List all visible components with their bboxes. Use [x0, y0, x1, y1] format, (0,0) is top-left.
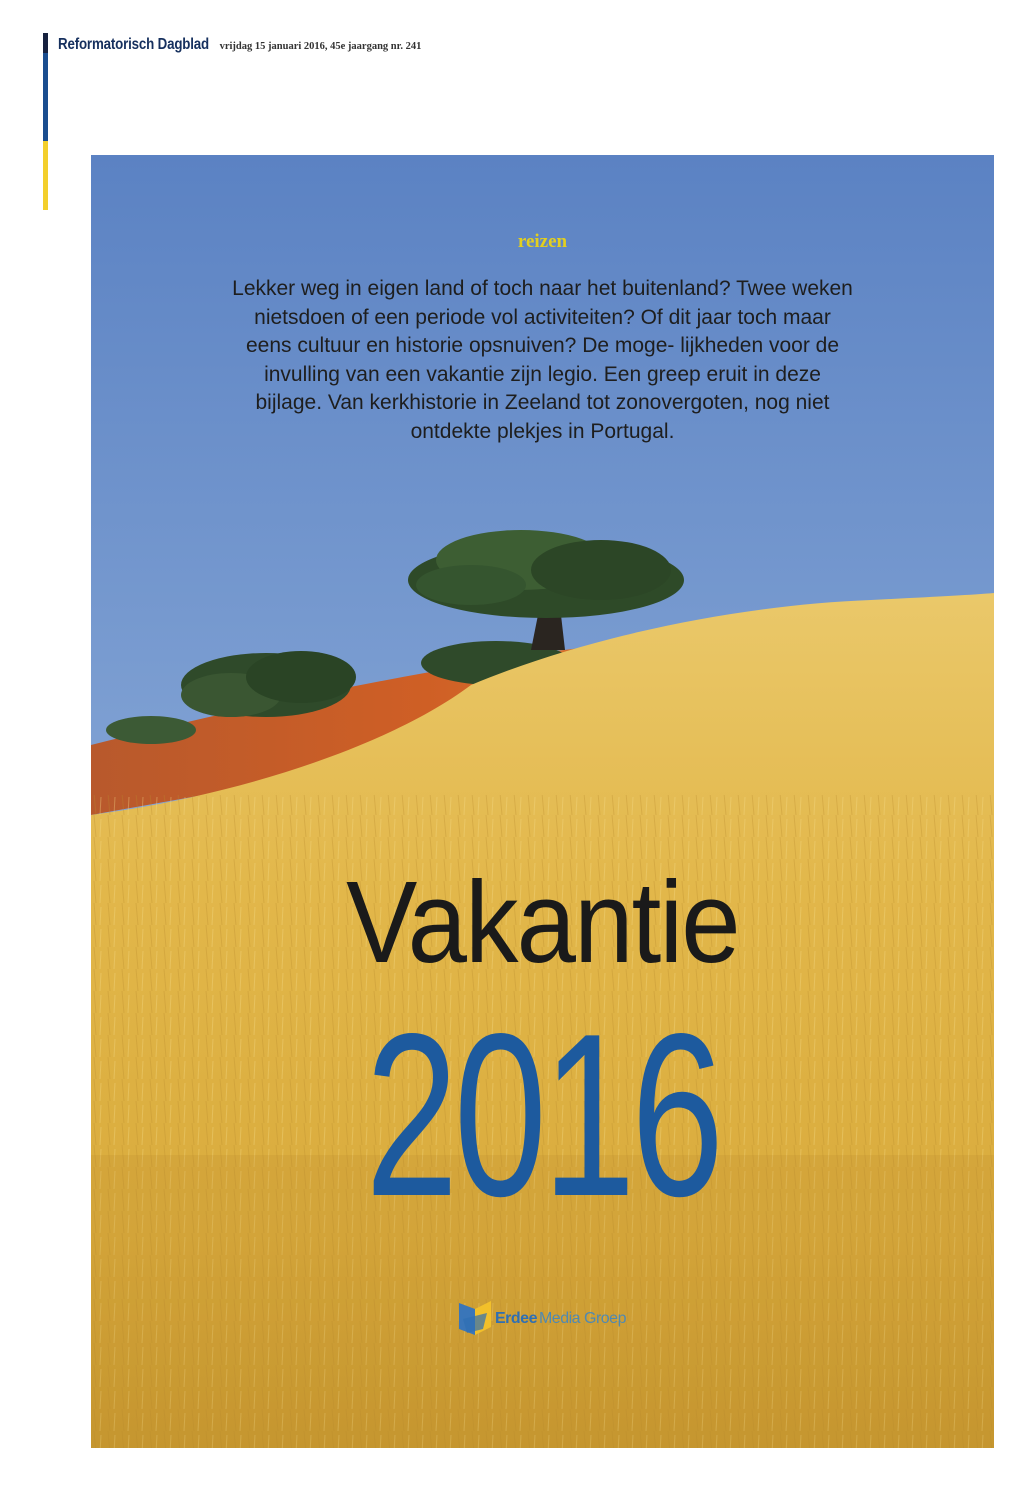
cover-year: 2016 [365, 986, 720, 1245]
publisher-logo [457, 1299, 626, 1339]
masthead-bar-navy-top [43, 33, 48, 53]
publisher-name-rest: Media Groep [538, 1310, 626, 1327]
cover-photo [91, 155, 994, 1448]
cover-title: Vakantie [346, 857, 739, 987]
masthead [58, 36, 421, 54]
newspaper-name: Reformatorisch Dagblad [58, 36, 210, 53]
intro-paragraph: Lekker weg in eigen land of toch naar het buitenland? Twee weken nietsdoen of een periode vol activiteiten? Of dit jaar toch maar eens cultuur en historie opsnuiven? De moge- lijkheden voor de invulling van een vakantie zijn legio. Een greep eruit in deze bijlage. Van kerkhistorie in Zeeland tot zonovergoten, nog niet ontdekte plekjes in Portugal. [232, 277, 853, 443]
section-kicker: reizen [517, 231, 568, 252]
publisher-name-bold: Erdee [495, 1310, 537, 1327]
edition-line: vrijdag 15 januari 2016, 45e jaargang nr. 241 [219, 41, 422, 52]
masthead-bar-yellow [43, 141, 48, 210]
erdee-book-logo-icon [457, 1299, 493, 1339]
